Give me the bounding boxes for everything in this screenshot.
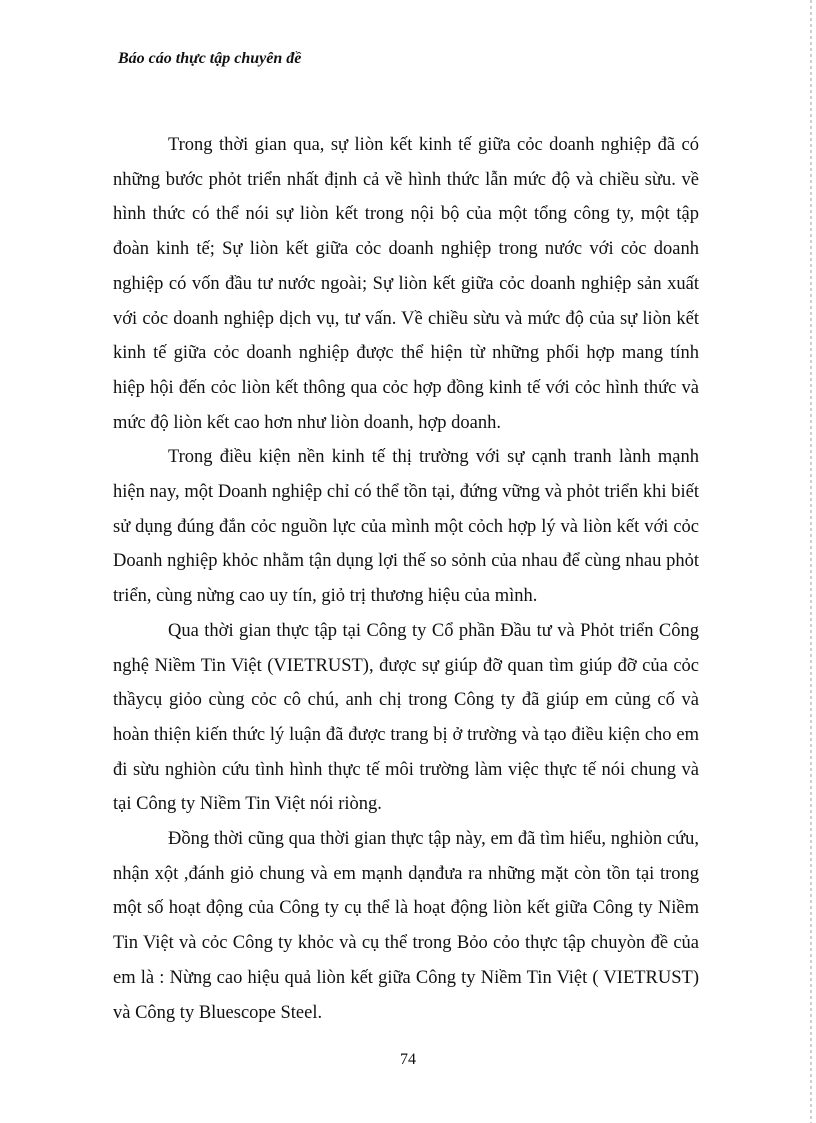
- scan-edge-divider: [810, 0, 812, 1123]
- body-text: [113, 128, 699, 1030]
- page-number: 74: [400, 1051, 416, 1068]
- header-divider: [110, 80, 710, 82]
- header-title: Báo cáo thực tập chuyên đề: [118, 50, 302, 67]
- paragraph-1: Trong thời gian qua, sự liòn kết kinh tế giữa cỏc doanh nghiệp đã có những bước phỏt triển nhất định cả về hình thức lẫn mức độ và chiều sừu. về hình thức có thể nói sự liòn kết trong nội bộ của một tổng công ty, một tập đoàn kinh tế; Sự liòn kết giữa cỏc doanh nghiệp trong nước với cỏc doanh nghiệp có vốn đầu tư nước ngoài; Sự liòn kết giữa cỏc doanh nghiệp sản xuất với cỏc doanh nghiệp dịch vụ, tư vấn. Về chiều sừu và mức độ của sự liòn kết kinh tế giữa cỏc doanh nghiệp được thể hiện từ những phối hợp mang tính hiệp hội đến cỏc liòn kết thông qua cỏc hợp đồng kinh tế với cỏc hình thức và mức độ liòn kết cao hơn như liòn doanh, hợp doanh.: [113, 135, 699, 433]
- paragraph-2: Trong điều kiện nền kinh tế thị trường với sự cạnh tranh lành mạnh hiện nay, một Doanh nghiệp chỉ có thể tồn tại, đứng vững và phỏt triển khi biết sử dụng đúng đắn cỏc nguồn lực của mình một cỏch hợp lý và liòn kết với cỏc Doanh nghiệp khỏc nhằm tận dụng lợi thế so sỏnh của nhau để cùng nhau phỏt triển, cùng nừng cao uy tín, giỏ trị thương hiệu của mình.: [113, 447, 699, 607]
- paragraph-4: Đồng thời cũng qua thời gian thực tập này, em đã tìm hiểu, nghiòn cứu, nhận xột ,đánh giỏ chung và em mạnh dạnđưa ra những mặt còn tồn tại trong một số hoạt động của Công ty cụ thể là hoạt động liòn kết giữa Công ty Niềm Tin Việt và cỏc Công ty khỏc và cụ thể trong Bỏo cỏo thực tập chuyòn đề của em là : Nừng cao hiệu quả liòn kết giữa Công ty Niềm Tin Việt ( VIETRUST) và Công ty Bluescope Steel.: [113, 829, 699, 1023]
- paragraph-3: Qua thời gian thực tập tại Công ty Cổ phần Đầu tư và Phỏt triển Công nghệ Niềm Tin Việt (VIETRUST), được sự giúp đỡ quan tìm giúp đỡ của cỏc thầycụ giỏo cùng cỏc cô chú, anh chị trong Công ty đã giúp em củng cố và hoàn thiện kiến thức lý luận đã được trang bị ở trường và tạo điều kiện cho em đi sừu nghiòn cứu tình hình thực tế môi trường làm việc thực tế nói chung và tại Công ty Niềm Tin Việt nói riòng.: [113, 620, 699, 815]
